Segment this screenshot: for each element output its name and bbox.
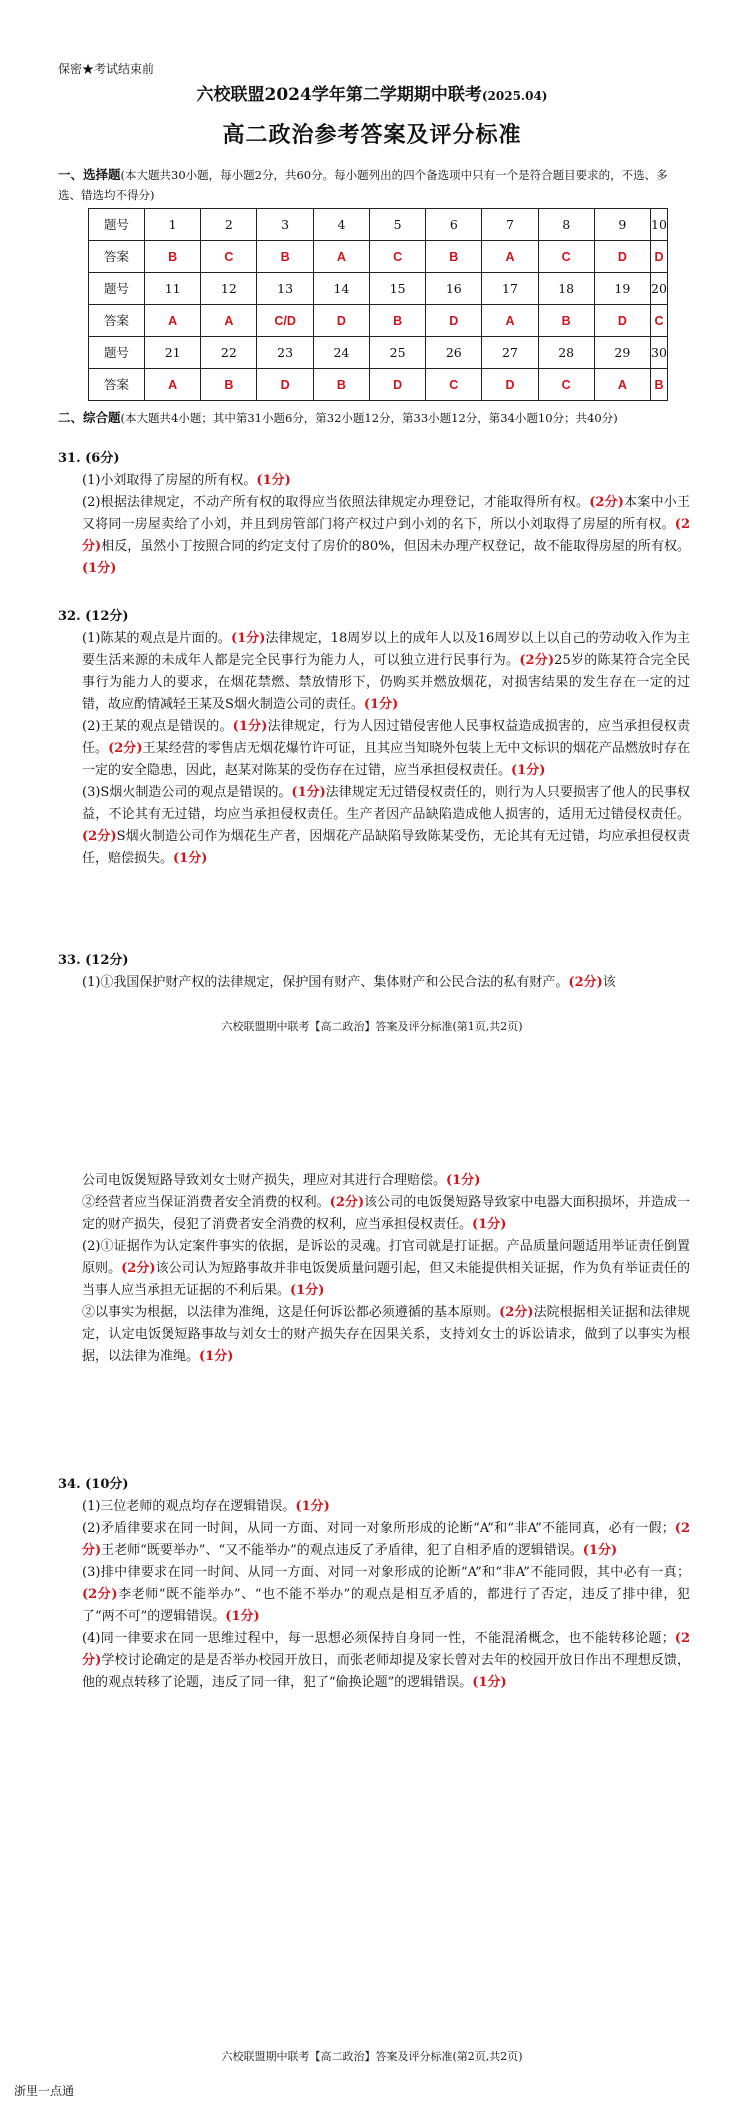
question-number-cell: 28 [538, 337, 594, 369]
row-label-question: 题号 [89, 209, 145, 241]
question-32 [58, 606, 690, 870]
q34-title: 34. (10分) [58, 1477, 129, 1492]
q33-continued [82, 1170, 690, 1368]
question-number-cell: 12 [201, 273, 257, 305]
question-number-cell: 13 [257, 273, 313, 305]
answer-cell: C [426, 369, 482, 401]
answer-cell: C [538, 369, 594, 401]
q34-part4: (4)同一律要求在同一思维过程中，每一思想必须保持自身同一性，不能混淆概念，也不能转移论题；(2分)学校讨论确定的是是否举办校园开放日，而张老师却提及家长曾对去年的校园开放日作出不理想反馈，他的观点转移了论题，违反了同一律，犯了“偷换论题”的逻辑错误。(1分) [82, 1631, 690, 1690]
answer-cell: D [257, 369, 313, 401]
answer-row [89, 305, 668, 337]
question-number-cell: 4 [313, 209, 369, 241]
q32-part2: (2)王某的观点是错误的。(1分)法律规定，行为人因过错侵害他人民事权益造成损害的，应当承担侵权责任。(2分)王某经营的零售店无烟花爆竹许可证，且其应当知晓外包装上无中文标识的烟花产品燃放时存在一定的安全隐患，因此，赵某对陈某的受伤存在过错，应当承担侵权责任。(1分) [82, 719, 690, 778]
answer-cell: A [201, 305, 257, 337]
answer-table [88, 208, 668, 401]
section-2-heading: 二、综合题(本大题共4小题；其中第31小题6分，第32小题12分，第33小题12分，第34小题10分；共40分) [58, 410, 618, 425]
answer-cell: D [594, 241, 650, 273]
question-number-cell: 23 [257, 337, 313, 369]
answer-cell: D [370, 369, 426, 401]
answer-cell: A [145, 369, 201, 401]
answer-cell: C [370, 241, 426, 273]
question-number-cell: 2 [201, 209, 257, 241]
answer-cell: C [201, 241, 257, 273]
brand-watermark: 浙里一点通 [14, 2084, 75, 2098]
answer-cell: D [482, 369, 538, 401]
question-number-cell: 7 [482, 209, 538, 241]
question-number-cell: 5 [370, 209, 426, 241]
answer-cell: B [426, 241, 482, 273]
answer-cell: C [538, 241, 594, 273]
question-number-cell: 25 [370, 337, 426, 369]
answer-cell: A [313, 241, 369, 273]
answer-cell: B [257, 241, 313, 273]
answer-cell: B [313, 369, 369, 401]
answer-cell: A [594, 369, 650, 401]
question-number-row [89, 209, 668, 241]
answer-cell: B [538, 305, 594, 337]
question-34 [58, 1474, 690, 1694]
q31-part2: (2)根据法律规定，不动产所有权的取得应当依照法律规定办理登记，才能取得所有权。(2分)本案中小王又将同一房屋卖给了小刘，并且到房管部门将产权过户到小刘的名下，所以小刘取得了房屋的所有权。(2分)相反，虽然小丁按照合同的约定支付了房价的80%，但因未办理产权登记，故不能取得房屋的所有权。(1分) [82, 495, 690, 576]
question-number-cell: 26 [426, 337, 482, 369]
answer-cell: D [594, 305, 650, 337]
q34-part3: (3)排中律要求在同一时间、从同一方面、对同一对象形成的论断“A”和“非A”不能同假，其中必有一真；(2分)李老师“既不能举办”、“也不能不举办”的观点是相互矛盾的，都进行了否定，违反了排中律，犯了“两不可”的逻辑错误。(1分) [82, 1565, 690, 1624]
answer-cell: C/D [257, 305, 313, 337]
question-number-cell: 18 [538, 273, 594, 305]
exam-title: 六校联盟2024学年第二学期期中联考(2025.04) [196, 85, 548, 105]
q33-part2-item1: (2)①证据作为认定案件事实的依据，是诉讼的灵魂。打官司就是打证据。产品质量问题适用举证责任倒置原则。(2分)该公司认为短路事故并非电饭煲质量问题引起，但又未能提供相关证据，作为负有举证责任的当事人应当承担无证据的不利后果。(1分) [82, 1239, 690, 1298]
row-label-answer: 答案 [89, 241, 145, 273]
question-number-cell: 22 [201, 337, 257, 369]
row-label-question: 题号 [89, 337, 145, 369]
q34-part2: (2)矛盾律要求在同一时间，从同一方面、对同一对象所形成的论断“A”和“非A”不能同真，必有一假；(2分)王老师“既要举办”、“又不能举办”的观点违反了矛盾律，犯了自相矛盾的逻辑错误。(1分) [82, 1521, 690, 1558]
q33-part1-cont: 公司电饭煲短路导致刘女士财产损失，理应对其进行合理赔偿。(1分) [82, 1173, 481, 1188]
row-label-question: 题号 [89, 273, 145, 305]
question-number-cell: 20 [650, 273, 667, 305]
answer-cell: B [650, 369, 667, 401]
question-number-cell: 30 [650, 337, 667, 369]
page-2-footer: 六校联盟期中联考【高二政治】答案及评分标准(第2页,共2页) [221, 2050, 523, 2063]
q32-part1: (1)陈某的观点是片面的。(1分)法律规定，18周岁以上的成年人以及16周岁以上以自己的劳动收入作为主要生活来源的未成年人都是完全民事行为能力人，可以独立进行民事行为。(2分)25岁的陈某符合完全民事行为能力人的要求，在烟花禁燃、禁放情形下，仍购买并燃放烟花，对损害结果的发生存在一定的过错，故应酌情减轻王某及S烟火制造公司的责任。(1分) [82, 631, 690, 712]
row-label-answer: 答案 [89, 305, 145, 337]
answer-row [89, 369, 668, 401]
answer-cell: B [145, 241, 201, 273]
question-number-cell: 3 [257, 209, 313, 241]
question-number-row [89, 337, 668, 369]
q33-part1-start: (1)①我国保护财产权的法律规定，保护国有财产、集体财产和公民合法的私有财产。(2分)该 [82, 975, 616, 990]
q32-part3: (3)S烟火制造公司的观点是错误的。(1分)法律规定无过错侵权责任的，则行为人只要损害了他人的民事权益，不论其有无过错，均应当承担侵权责任。生产者因产品缺陷造成他人损害的，适用无过错侵权责任。(2分)S烟火制造公司作为烟花生产者，因烟花产品缺陷导致陈某受伤，无论其有无过错，均应承担侵权责任，赔偿损失。(1分) [82, 785, 690, 866]
question-number-cell: 16 [426, 273, 482, 305]
question-number-cell: 6 [426, 209, 482, 241]
question-number-cell: 29 [594, 337, 650, 369]
q31-part1: (1)小刘取得了房屋的所有权。(1分) [82, 473, 291, 488]
q33-part1-item2: ②经营者应当保证消费者安全消费的权利。(2分)该公司的电饭煲短路导致家中电器大面积损坏，并造成一定的财产损失，侵犯了消费者安全消费的权利，应当承担侵权责任。(1分) [82, 1195, 690, 1232]
row-label-answer: 答案 [89, 369, 145, 401]
q34-part1: (1)三位老师的观点均存在逻辑错误。(1分) [82, 1499, 330, 1514]
answer-cell: A [482, 305, 538, 337]
page-1-footer: 六校联盟期中联考【高二政治】答案及评分标准(第1页,共2页) [221, 1020, 523, 1033]
exam-date: (2025.04) [481, 89, 548, 103]
answer-cell: B [370, 305, 426, 337]
q31-title: 31. (6分) [58, 451, 120, 466]
question-number-cell: 9 [594, 209, 650, 241]
answer-cell: D [426, 305, 482, 337]
section-1-heading: 一、选择题(本大题共30小题，每小题2分，共60分。每小题列出的四个备选项中只有一个是符合题目要求的，不选、多选、错选均不得分) [58, 167, 668, 202]
question-number-cell: 21 [145, 337, 201, 369]
question-number-cell: 24 [313, 337, 369, 369]
question-number-cell: 8 [538, 209, 594, 241]
question-number-cell: 1 [145, 209, 201, 241]
q33-title: 33. (12分) [58, 953, 129, 968]
q33-part2-item2: ②以事实为根据，以法律为准绳，这是任何诉讼都必须遵循的基本原则。(2分)法院根据相关证据和法律规定，认定电饭煲短路事故与刘女士的财产损失存在因果关系，支持刘女士的诉讼请求，做到了以事实为根据，以法律为准绳。(1分) [82, 1305, 690, 1364]
answer-cell: A [482, 241, 538, 273]
question-number-row [89, 273, 668, 305]
answer-cell: A [145, 305, 201, 337]
question-number-cell: 15 [370, 273, 426, 305]
answer-cell: C [650, 305, 667, 337]
question-number-cell: 10 [650, 209, 667, 241]
answer-cell: B [201, 369, 257, 401]
question-number-cell: 19 [594, 273, 650, 305]
confidential-mark: 保密★考试结束前 [58, 62, 155, 76]
question-33 [58, 950, 690, 994]
answer-cell: D [313, 305, 369, 337]
question-number-cell: 14 [313, 273, 369, 305]
answer-cell: D [650, 241, 667, 273]
question-31 [58, 448, 690, 580]
q32-title: 32. (12分) [58, 609, 129, 624]
question-number-cell: 27 [482, 337, 538, 369]
page-title: 高二政治参考答案及评分标准 [222, 122, 522, 148]
question-number-cell: 11 [145, 273, 201, 305]
question-number-cell: 17 [482, 273, 538, 305]
answer-row [89, 241, 668, 273]
